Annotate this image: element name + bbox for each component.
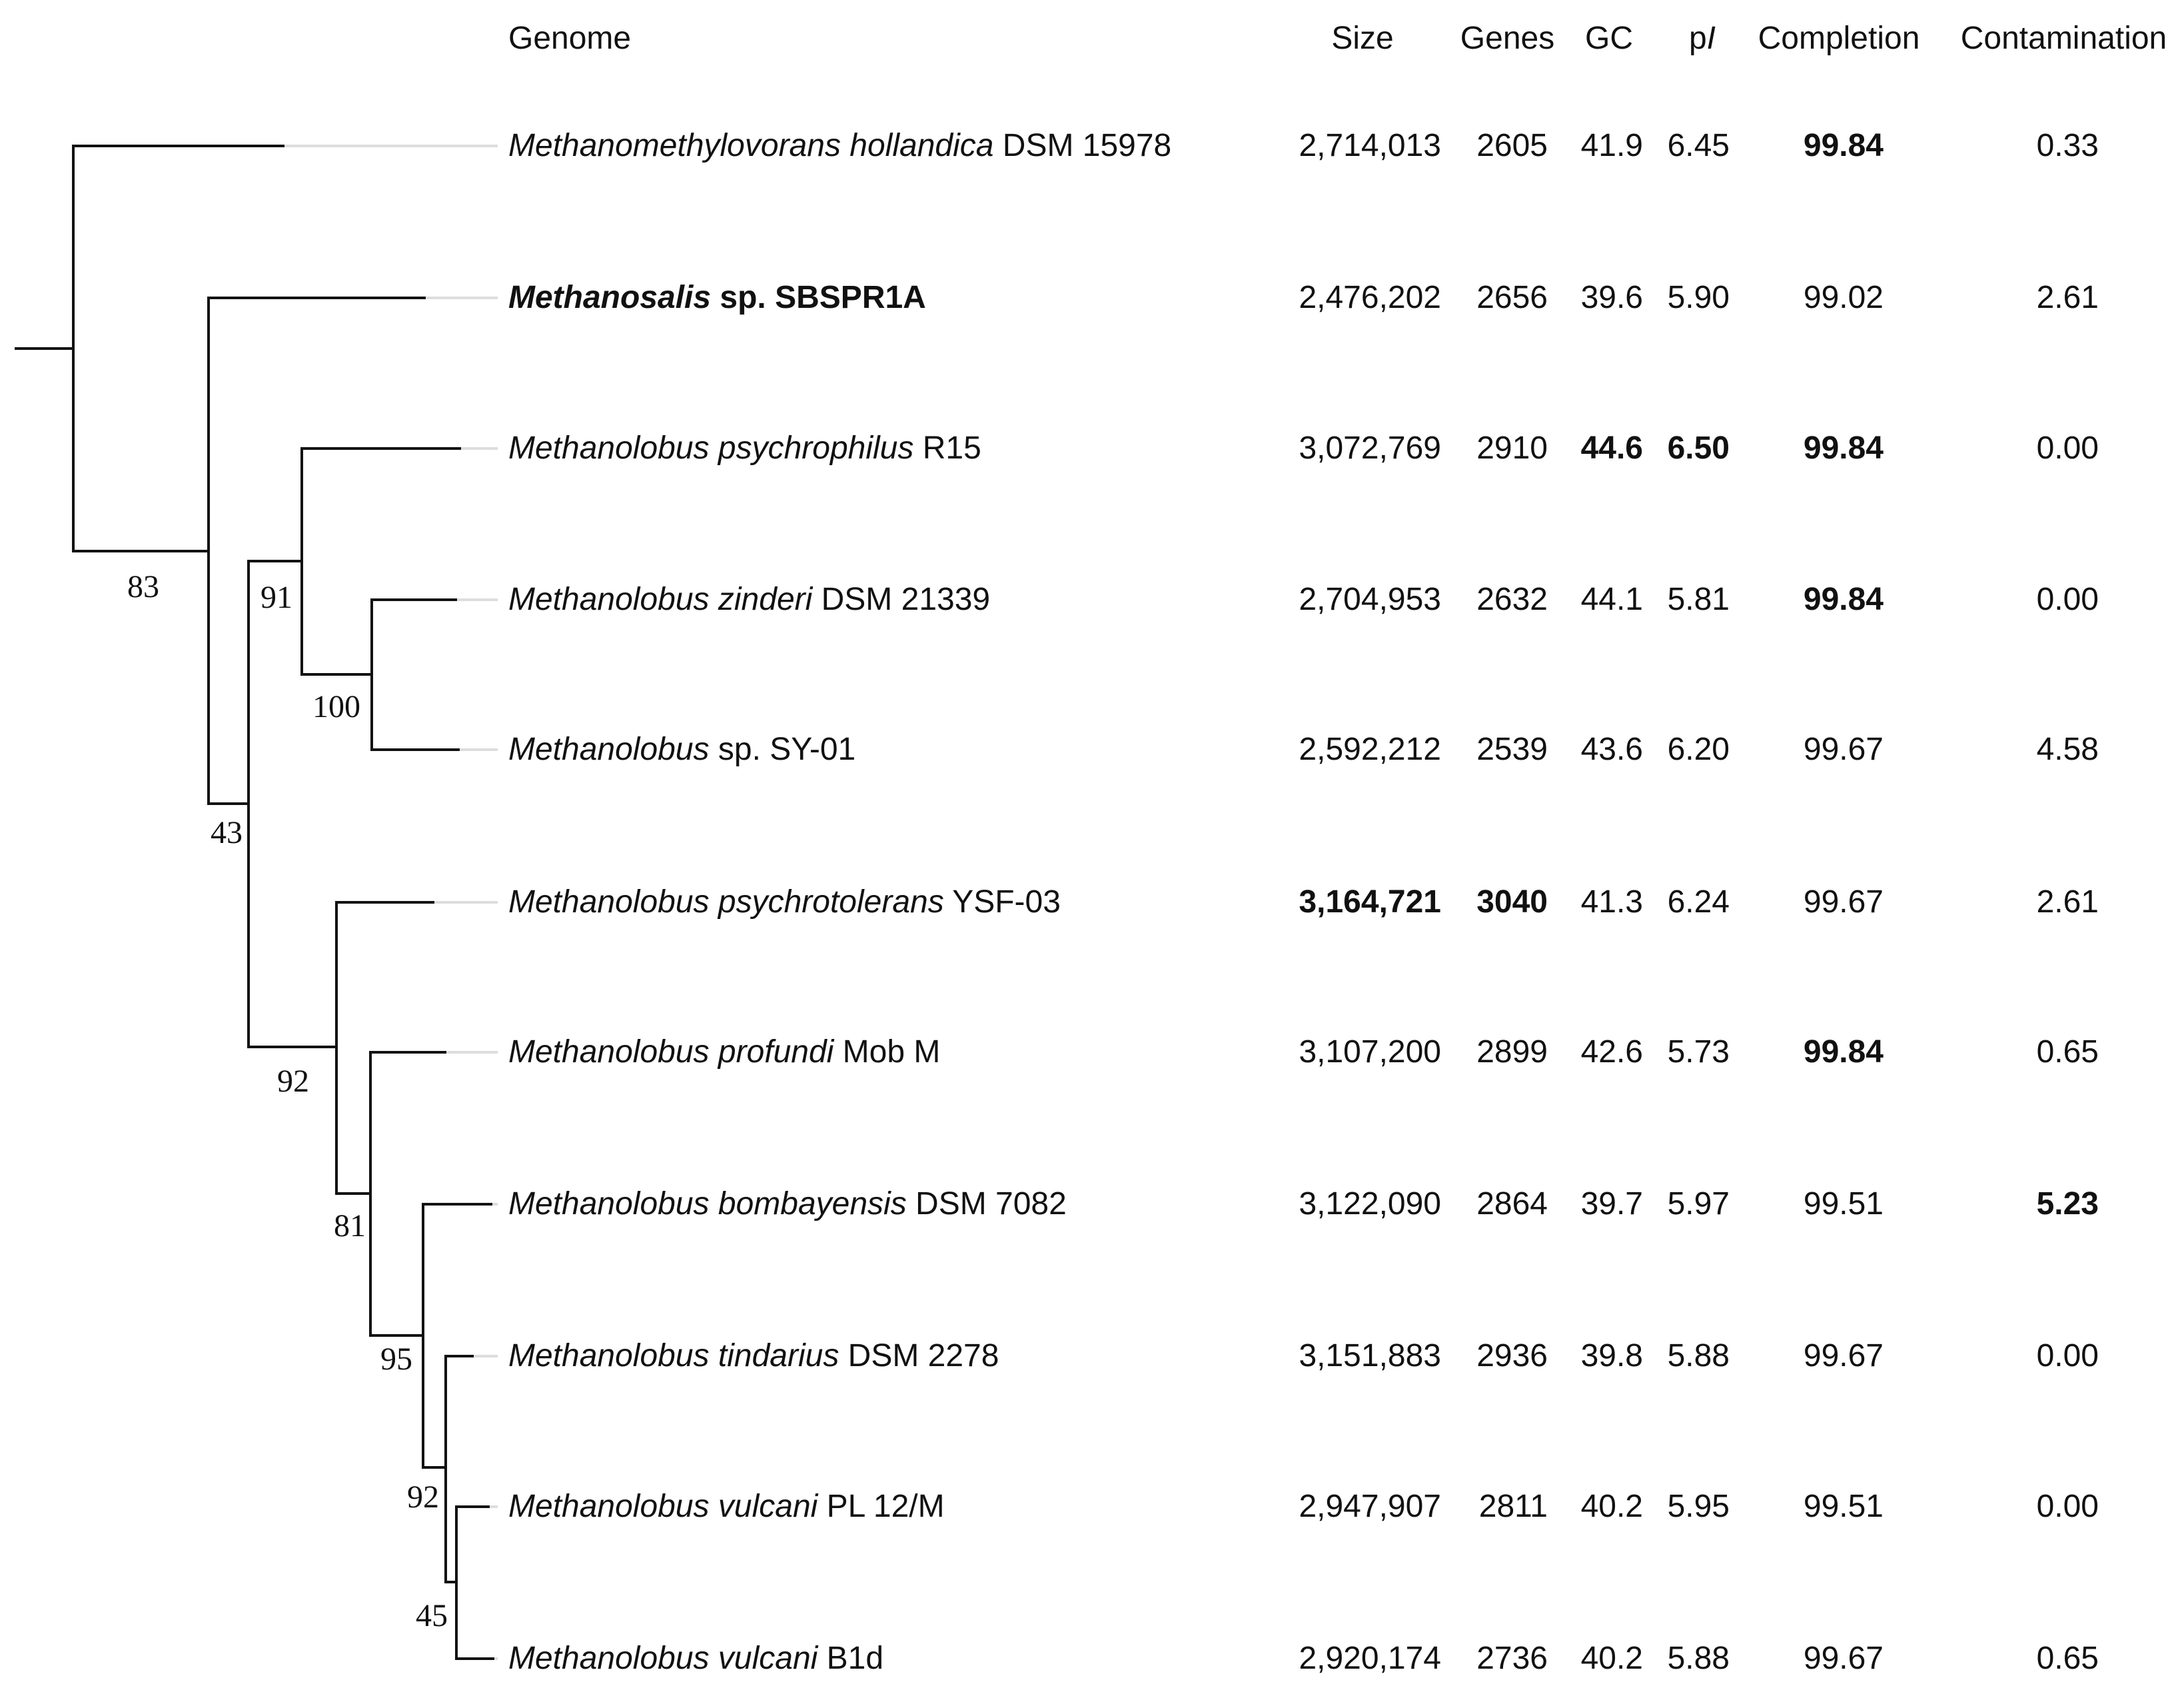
pi-cell: 5.88: [1667, 1338, 1730, 1373]
genome-name: [508, 127, 1171, 165]
header-pi: [1679, 20, 1726, 57]
genome-name: [508, 1640, 883, 1677]
pi-cell: 6.24: [1667, 884, 1730, 920]
contamination-cell: 0.00: [2036, 582, 2099, 617]
completion-cell: 99.67: [1803, 732, 1884, 767]
completion-cell: 99.84: [1803, 582, 1884, 617]
completion-cell: 99.84: [1803, 430, 1884, 466]
genome-name: [508, 1034, 940, 1071]
header-pi-i: I: [1706, 21, 1716, 56]
genome-strain: sp. SY-01: [709, 732, 856, 767]
bootstrap-value: 45: [416, 1598, 448, 1633]
phylogenetic-tree: [0, 0, 506, 1694]
genome-strain: R15: [913, 430, 981, 466]
size-cell: 3,107,200: [1299, 1034, 1441, 1070]
contamination-cell: 5.23: [2036, 1186, 2099, 1222]
completion-cell: 99.84: [1803, 128, 1884, 163]
genes-cell: 2899: [1476, 1034, 1548, 1070]
genome-species: Methanolobus: [508, 732, 710, 767]
bootstrap-value: 91: [261, 580, 292, 615]
genome-species: Methanolobus profundi: [508, 1034, 834, 1070]
bootstrap-value: 43: [211, 815, 243, 850]
contamination-cell: 0.00: [2036, 1338, 2099, 1373]
size-cell: 2,592,212: [1299, 732, 1441, 767]
genes-cell: 2632: [1476, 582, 1548, 617]
header-genome: Genome: [508, 21, 632, 56]
genome-name: [508, 430, 981, 467]
contamination-cell: 4.58: [2036, 732, 2099, 767]
gc-cell: 39.7: [1580, 1186, 1643, 1222]
completion-cell: 99.51: [1803, 1186, 1884, 1222]
gc-cell: 40.2: [1580, 1489, 1643, 1524]
genes-cell: 2811: [1478, 1489, 1548, 1524]
header-pi-p: p: [1688, 21, 1707, 56]
size-cell: 2,920,174: [1299, 1641, 1441, 1676]
genome-species: Methanolobus psychrophilus: [508, 430, 914, 466]
genome-strain: sp. SBSPR1A: [711, 280, 926, 315]
size-cell: 3,151,883: [1299, 1338, 1441, 1373]
genome-species: Methanolobus zinderi: [508, 582, 813, 617]
header-size: Size: [1331, 21, 1394, 56]
genes-cell: 2605: [1476, 128, 1548, 163]
bootstrap-value: 92: [407, 1479, 439, 1515]
gc-cell: 44.1: [1580, 582, 1643, 617]
genome-strain: DSM 7082: [906, 1186, 1067, 1222]
genome-species: Methanolobus psychrotolerans: [508, 884, 944, 920]
genome-species: Methanosalis: [508, 280, 712, 315]
bootstrap-value: 92: [277, 1064, 309, 1099]
genes-cell: 2656: [1476, 280, 1548, 315]
size-cell: 3,164,721: [1299, 884, 1441, 920]
gc-cell: 39.6: [1580, 280, 1643, 315]
pi-cell: 5.73: [1667, 1034, 1730, 1070]
gc-cell: 39.8: [1580, 1338, 1643, 1373]
pi-cell: 5.88: [1667, 1641, 1730, 1676]
genome-species: Methanomethylovorans hollandica: [508, 128, 994, 163]
pi-cell: 5.90: [1667, 280, 1730, 315]
genome-name: [508, 884, 1061, 921]
completion-cell: 99.84: [1803, 1034, 1884, 1070]
completion-cell: 99.51: [1803, 1489, 1884, 1524]
pi-cell: 5.81: [1667, 582, 1730, 617]
gc-cell: 42.6: [1580, 1034, 1643, 1070]
contamination-cell: 0.65: [2036, 1641, 2099, 1676]
size-cell: 2,704,953: [1299, 582, 1441, 617]
genome-strain: Mob M: [833, 1034, 941, 1070]
contamination-cell: 0.00: [2036, 1489, 2099, 1524]
size-cell: 2,714,013: [1299, 128, 1441, 163]
pi-cell: 5.97: [1667, 1186, 1730, 1222]
genome-name: [508, 581, 990, 618]
gc-cell: 40.2: [1580, 1641, 1643, 1676]
contamination-cell: 0.33: [2036, 128, 2099, 163]
header-completion: Completion: [1758, 21, 1920, 56]
header-genes: Genes: [1460, 21, 1555, 56]
genome-strain: DSM 15978: [993, 128, 1172, 163]
gc-cell: 41.3: [1580, 884, 1643, 920]
genes-cell: 2936: [1476, 1338, 1548, 1373]
gc-cell: 44.6: [1580, 430, 1643, 466]
contamination-cell: 2.61: [2036, 280, 2099, 315]
size-cell: 2,476,202: [1299, 280, 1441, 315]
completion-cell: 99.67: [1803, 1338, 1884, 1373]
size-cell: 3,072,769: [1299, 430, 1441, 466]
genes-cell: 2864: [1476, 1186, 1548, 1222]
pi-cell: 6.50: [1667, 430, 1730, 466]
bootstrap-value: 83: [127, 569, 159, 604]
genome-name: [508, 731, 855, 768]
genome-strain: YSF-03: [943, 884, 1061, 920]
bootstrap-value: 100: [312, 689, 360, 724]
pi-cell: 6.45: [1667, 128, 1730, 163]
size-cell: 2,947,907: [1299, 1489, 1441, 1524]
header-contamination: Contamination: [1960, 21, 2167, 56]
genome-species: Methanolobus bombayensis: [508, 1186, 907, 1222]
genome-strain: DSM 21339: [812, 582, 991, 617]
contamination-cell: 0.00: [2036, 430, 2099, 466]
contamination-cell: 2.61: [2036, 884, 2099, 920]
genes-cell: 3040: [1476, 884, 1548, 920]
completion-cell: 99.67: [1803, 884, 1884, 920]
genome-strain: B1d: [818, 1641, 884, 1676]
completion-cell: 99.67: [1803, 1641, 1884, 1676]
genome-name: [508, 1488, 945, 1525]
completion-cell: 99.02: [1803, 280, 1884, 315]
size-cell: 3,122,090: [1299, 1186, 1441, 1222]
gc-cell: 41.9: [1580, 128, 1643, 163]
genes-cell: 2910: [1476, 430, 1548, 466]
gc-cell: 43.6: [1580, 732, 1643, 767]
pi-cell: 5.95: [1667, 1489, 1730, 1524]
genome-strain: PL 12/M: [818, 1489, 945, 1524]
bootstrap-value: 81: [334, 1208, 366, 1244]
contamination-cell: 0.65: [2036, 1034, 2099, 1070]
header-gc: GC: [1585, 21, 1633, 56]
bootstrap-value: 95: [380, 1341, 412, 1377]
genome-species: Methanolobus vulcani: [508, 1489, 818, 1524]
genome-name: [508, 279, 926, 317]
genome-name: [508, 1186, 1067, 1223]
genes-cell: 2539: [1476, 732, 1548, 767]
genome-species: Methanolobus tindarius: [508, 1338, 839, 1373]
genome-name: [508, 1337, 999, 1375]
pi-cell: 6.20: [1667, 732, 1730, 767]
genes-cell: 2736: [1476, 1641, 1548, 1676]
genome-species: Methanolobus vulcani: [508, 1641, 818, 1676]
genome-strain: DSM 2278: [839, 1338, 999, 1373]
